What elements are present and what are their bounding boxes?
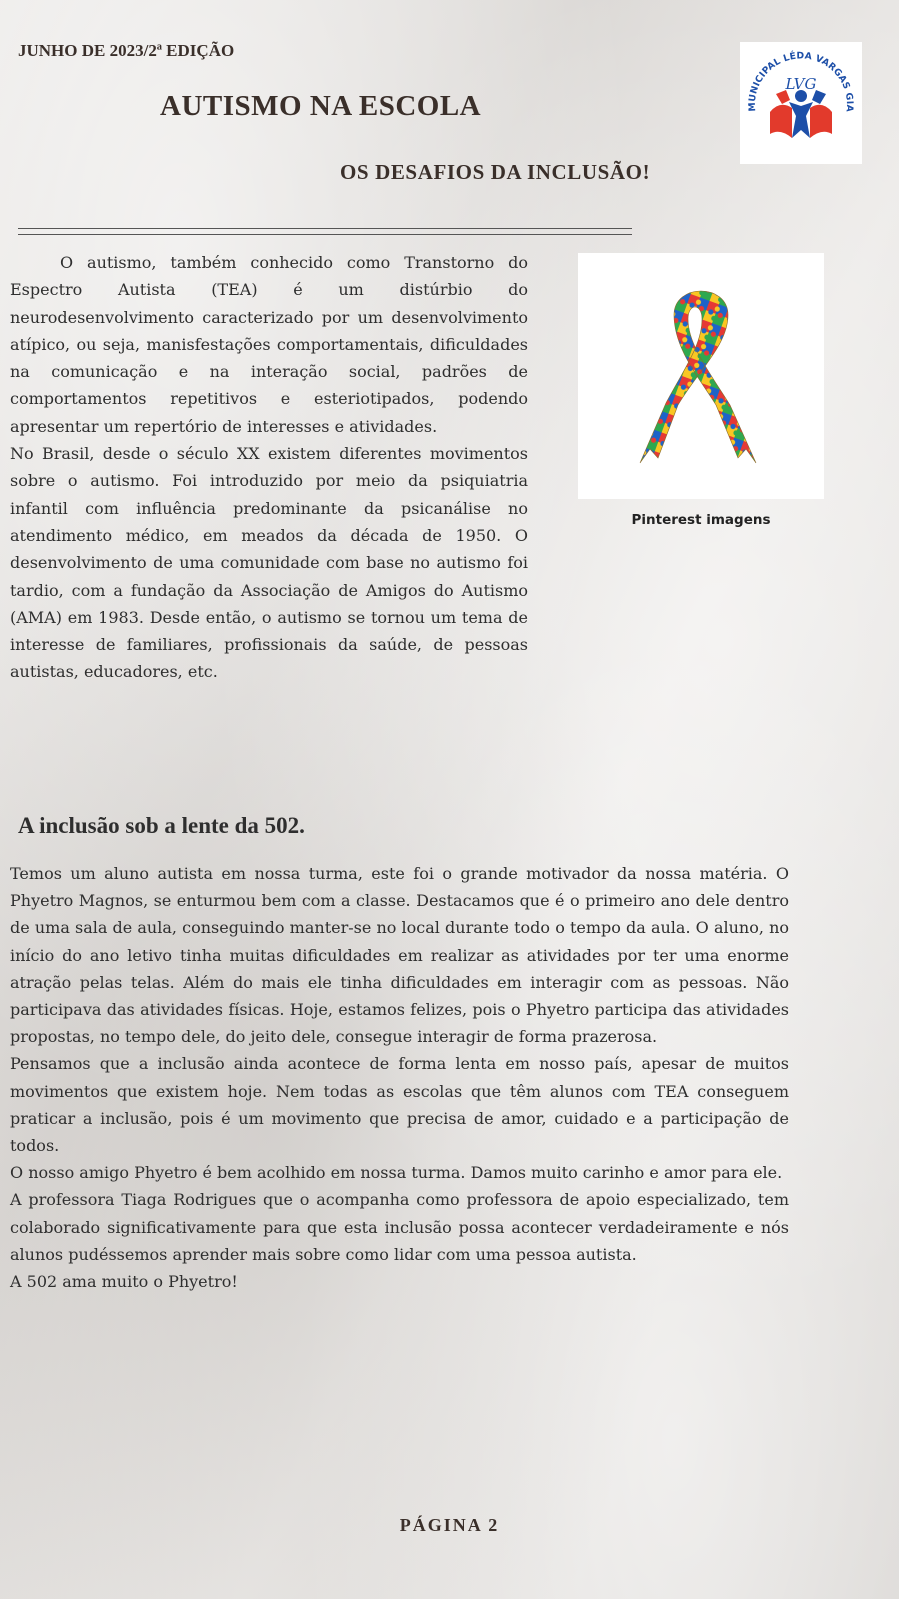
section-paragraph: O nosso amigo Phyetro é bem acolhido em nossa turma. Damos muito carinho e amor para ele. [10,1163,783,1183]
divider-top [18,228,632,229]
section-paragraph: Pensamos que a inclusão ainda acontece de forma lenta em nosso país, apesar de muitos movimentos que existem hoje. Nem todas as escolas que têm alunos com TEA conseguem praticar a inclusão, pois é um movimento que precisa de amor, cuidado e a participação de todos. [10,1054,789,1156]
figure-image [578,253,824,499]
section-heading: A inclusão sob a lente da 502. [18,813,305,838]
page-number: PÁGINA 2 [399,1515,500,1535]
divider-bottom [18,234,632,235]
section-paragraph: A professora Tiaga Rodrigues que o acompanha como professora de apoio especializado, tem colaborado significativamente para que esta inclusão possa acontecer verdadeiramente e nós alunos pudéssemos aprender mais sobre como lidar com uma pessoa autista. [10,1190,789,1264]
logo-school-name: MUNICIPAL LÉDA VARGAS GIA [746,50,856,113]
page-title: AUTISMO NA ESCOLA [160,90,482,122]
article-intro [10,249,528,686]
article-paragraph: O autismo, também conhecido como Transtorno do Espectro Autista (TEA) é um distúrbio do neurodesenvolvimento caracterizado por um desenvolvimento atípico, ou seja, manisfestações comportamentais, dificuldades na comunicação e na interação social, padrões de comportamentos repetitivos e esteriotipados, podendo apresentar um repertório de interesses e atividades. [10,253,528,436]
edition-label: JUNHO DE 2023/2ª EDIÇÃO [18,41,235,60]
section-paragraph: Temos um aluno autista em nossa turma, este foi o grande motivador da nossa matéria. O Phyetro Magnos, se enturmou bem com a classe. Destacamos que é o primeiro ano dele dentro de uma sala de aula, conseguindo manter-se no local durante todo o tempo da aula. O aluno, no início do ano letivo tinha muitas dificuldades em realizar as atividades por ter uma enorme atração pelas telas. Além do mais ele tinha dificuldades em interagir com as pessoas. Não participava das atividades físicas. Hoje, estamos felizes, pois o Phyetro participa das atividades propostas, no tempo dele, do jeito dele, consegue interagir de forma prazerosa. [10,864,789,1047]
figure-caption: Pinterest imagens [631,512,771,528]
article-paragraph: No Brasil, desde o século XX existem diferentes movimentos sobre o autismo. Foi introduzido por meio da psiquiatria infantil com influência predominante da psicanálise no atendimento médico, em meados da década de 1950. O desenvolvimento de uma comunidade com base no autismo foi tardio, com a fundação da Associação de Amigos do Autismo (AMA) em 1983. Desde então, o autismo se tornou um tema de interesse de familiares, profissionais da saúde, de pessoas autistas, educadores, etc. [10,444,528,682]
school-logo-icon [740,42,862,164]
section-paragraph: A 502 ama muito o Phyetro! [10,1272,238,1292]
school-logo [740,42,862,164]
puzzle-ribbon-icon [578,253,824,499]
logo-initials: LVG [785,75,817,93]
page-subtitle: OS DESAFIOS DA INCLUSÃO! [340,160,651,184]
section-body [10,860,789,1295]
